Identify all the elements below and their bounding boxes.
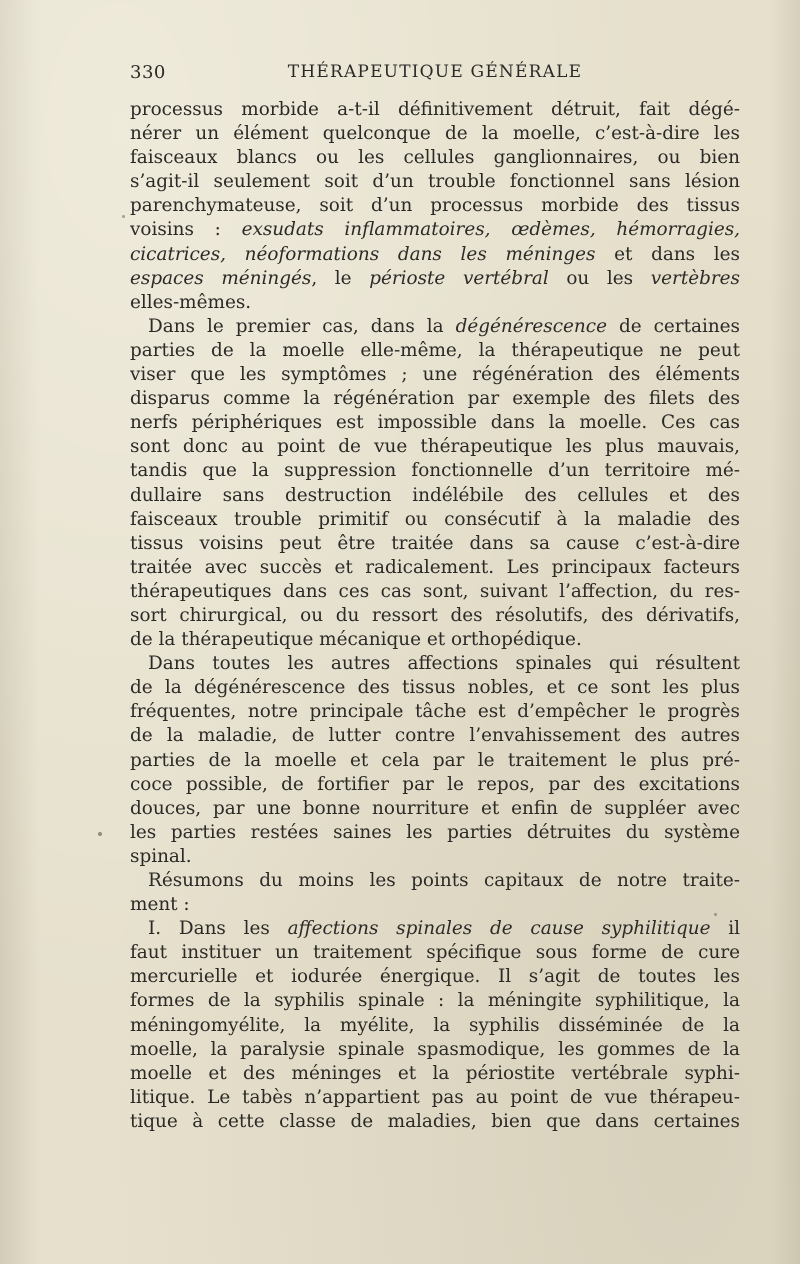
text-segment: processus morbide a-t-il définitivement détruit, fait dégé- [130,99,740,120]
text-segment: spinal. [130,845,192,867]
text-line [130,773,740,797]
text-segment: traitée avec succès et radicalement. Les principaux facteurs [130,556,740,578]
text-segment: I. Dans les [148,918,288,940]
text-segment: mercurielle et iodurée énergique. Il s’agit de toutes les [130,966,740,988]
page-number: 330 [130,62,166,83]
text-segment: formes de la syphilis spinale : la méningite syphilitique, la [130,990,740,1012]
italic-text: affections spinales de cause syphilitique [287,918,711,940]
text-segment: et dans les [595,243,740,265]
text-line [130,411,740,435]
text-segment: de la thérapeutique mécanique et orthopédique. [130,629,582,651]
text-line [130,484,740,508]
text-line [130,845,740,869]
text-segment: elles-mêmes. [130,291,252,313]
text-line [130,556,740,580]
text-line [130,508,740,532]
text-line [130,989,740,1013]
text-segment: faisceaux trouble primitif ou consécutif à la maladie des [130,508,740,530]
text-line [130,1110,740,1134]
text-segment: tique à cette classe de maladies, bien que dans certaines [130,1110,740,1132]
text-segment: tandis que la suppression fonctionnelle d’un territoire mé- [130,460,740,482]
text-line [130,652,740,676]
text-line [130,315,740,339]
text-segment: disparus comme la régénération par exemple des filets des [130,388,740,410]
text-line [130,941,740,965]
text-segment: viser que les symptômes ; une régénération des éléments [130,364,740,386]
text-line [130,869,740,893]
text-segment: parenchymateuse, soit d’un processus morbide des tissus [130,195,740,217]
text-line [130,170,740,194]
text-segment: sort chirurgical, ou du ressort des résolutifs, des dérivatifs, [130,604,740,626]
text-segment: faisceaux blancs ou les cellules ganglionnaires, ou bien [130,147,740,169]
text-line [130,580,740,604]
paper-speck [98,832,102,836]
text-line [130,749,740,773]
text-segment: dullaire sans destruction indélébile des cellules et des [130,484,740,506]
text-segment: , le [311,267,370,289]
body-text [130,98,740,1134]
text-line [130,1086,740,1110]
text-segment: moelle et des méninges et la périostite vertébrale syphi- [130,1062,740,1084]
italic-text: vertèbres [650,267,740,289]
text-segment: nérer un élément quelconque de la moelle, c’est-à-dire les [130,123,740,145]
text-line [130,1014,740,1038]
text-segment: faut instituer un traitement spécifique sous forme de cure [130,942,740,964]
text-line [130,218,740,242]
text-line [130,459,740,483]
paper-speck [122,215,125,218]
text-line [130,797,740,821]
text-line [130,1062,740,1086]
text-line [130,604,740,628]
text-line [130,146,740,170]
paper-speck [714,913,717,916]
text-segment: de la maladie, de lutter contre l’envahissement des autres [130,725,740,747]
text-line [130,917,740,941]
text-line [130,363,740,387]
italic-text: cicatrices, néoformations dans les méninges [130,243,596,265]
text-segment: méningomyélite, la myélite, la syphilis disséminée de la [130,1014,740,1036]
text-segment: parties de la moelle elle-même, la thérapeutique ne peut [130,339,740,361]
text-line [130,339,740,363]
text-segment: coce possible, de fortifier par le repos, par des excitations [130,773,740,795]
text-line [130,243,740,267]
text-segment: ou les [548,267,651,289]
text-segment: de la dégénérescence des tissus nobles, et ce sont les plus [130,677,740,699]
italic-text: espaces méningés [130,267,312,289]
text-line [130,387,740,411]
text-line [130,532,740,556]
text-line [130,291,740,315]
text-segment: fréquentes, notre principale tâche est d’empêcher le progrès [130,701,740,723]
page-header [130,62,740,88]
text-line [130,98,740,122]
italic-text: exsudats inflammatoires, œdèmes, hémorragies, [241,219,740,241]
text-segment: douces, par une bonne nourriture et enfin de suppléer avec [130,797,740,819]
running-title: THÉRAPEUTIQUE GÉNÉRALE [287,62,583,82]
text-segment: litique. Le tabès n’appartient pas au point de vue thérapeu- [130,1086,740,1108]
text-segment: ment : [130,894,190,916]
text-line [130,724,740,748]
text-line [130,965,740,989]
text-line [130,893,740,917]
text-line [130,676,740,700]
text-segment: Résumons du moins les points capitaux de notre traite- [148,870,740,891]
text-line [130,267,740,291]
text-line [130,628,740,652]
italic-text: dégénérescence [455,315,607,337]
text-segment: nerfs périphériques est impossible dans la moelle. Ces cas [130,412,740,434]
text-segment: il [710,918,740,940]
text-segment: moelle, la paralysie spinale spasmodique, les gommes de la [130,1038,740,1060]
text-segment: s’agit-il seulement soit d’un trouble fonctionnel sans lésion [130,171,740,193]
text-segment: Dans toutes les autres affections spinales qui résultent [148,653,740,675]
italic-text: périoste vertébral [369,267,549,289]
text-segment: thérapeutiques dans ces cas sont, suivant l’affection, du res- [130,580,740,602]
text-line [130,1038,740,1062]
text-segment: Dans le premier cas, dans la [148,315,456,337]
text-line [130,122,740,146]
text-segment: tissus voisins peut être traitée dans sa cause c’est-à-dire [130,532,740,554]
text-segment: parties de la moelle et cela par le traitement le plus pré- [130,749,740,771]
text-segment: voisins : [130,219,242,241]
text-segment: les parties restées saines les parties détruites du système [130,821,740,843]
text-line [130,700,740,724]
text-segment: sont donc au point de vue thérapeutique les plus mauvais, [130,436,740,458]
text-segment: de certaines [606,315,740,337]
text-line [130,821,740,845]
text-line [130,435,740,459]
text-line [130,194,740,218]
